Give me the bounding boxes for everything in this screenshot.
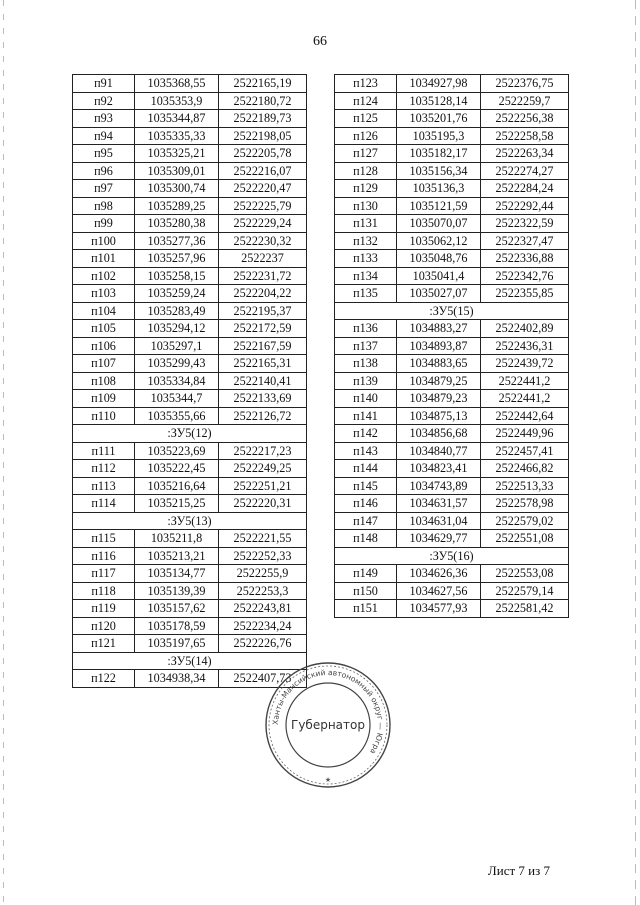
y-coordinate: 2522217,23 [219, 442, 307, 460]
table-row [73, 547, 307, 565]
point-label: п143 [335, 442, 397, 460]
x-coordinate: 1035215,25 [135, 495, 219, 513]
y-coordinate: 2522226,76 [219, 635, 307, 653]
point-label: п119 [73, 600, 135, 618]
coordinates-table-left-body [73, 75, 307, 688]
table-row [73, 582, 307, 600]
y-coordinate: 2522133,69 [219, 390, 307, 408]
table-row [335, 267, 569, 285]
point-label: п147 [335, 512, 397, 530]
x-coordinate: 1035156,34 [397, 162, 481, 180]
point-label: п131 [335, 215, 397, 233]
table-row [335, 407, 569, 425]
coordinates-table-right [334, 74, 569, 618]
table-row [335, 215, 569, 233]
table-row [73, 565, 307, 583]
point-label: п132 [335, 232, 397, 250]
point-label: п97 [73, 180, 135, 198]
y-coordinate: 2522259,7 [481, 92, 569, 110]
y-coordinate: 2522165,31 [219, 355, 307, 373]
y-coordinate: 2522551,08 [481, 530, 569, 548]
y-coordinate: 2522441,2 [481, 390, 569, 408]
x-coordinate: 1035182,17 [397, 145, 481, 163]
section-header-row [73, 512, 307, 530]
y-coordinate: 2522402,89 [481, 320, 569, 338]
y-coordinate: 2522205,78 [219, 145, 307, 163]
x-coordinate: 1035062,12 [397, 232, 481, 250]
table-row [73, 355, 307, 373]
y-coordinate: 2522292,44 [481, 197, 569, 215]
table-row [73, 442, 307, 460]
point-label: п101 [73, 250, 135, 268]
x-coordinate: 1035368,55 [135, 75, 219, 93]
y-coordinate: 2522457,41 [481, 442, 569, 460]
point-label: п114 [73, 495, 135, 513]
point-label: п115 [73, 530, 135, 548]
y-coordinate: 2522578,98 [481, 495, 569, 513]
scan-edge-left [3, 0, 4, 905]
y-coordinate: 2522251,21 [219, 477, 307, 495]
table-row [335, 495, 569, 513]
point-label: п96 [73, 162, 135, 180]
table-row [335, 600, 569, 618]
point-label: п93 [73, 110, 135, 128]
section-title: :ЗУ5(13) [73, 512, 307, 530]
x-coordinate: 1035197,65 [135, 635, 219, 653]
x-coordinate: 1035277,36 [135, 232, 219, 250]
x-coordinate: 1035157,62 [135, 600, 219, 618]
x-coordinate: 1035300,74 [135, 180, 219, 198]
table-row [335, 565, 569, 583]
table-row [73, 180, 307, 198]
y-coordinate: 2522126,72 [219, 407, 307, 425]
point-label: п98 [73, 197, 135, 215]
point-label: п99 [73, 215, 135, 233]
y-coordinate: 2522231,72 [219, 267, 307, 285]
y-coordinate: 2522258,58 [481, 127, 569, 145]
table-row [335, 197, 569, 215]
point-label: п151 [335, 600, 397, 618]
x-coordinate: 1034627,56 [397, 582, 481, 600]
table-row [73, 285, 307, 303]
y-coordinate: 2522407,73 [219, 670, 307, 688]
x-coordinate: 1035280,38 [135, 215, 219, 233]
x-coordinate: 1035121,59 [397, 197, 481, 215]
y-coordinate: 2522327,47 [481, 232, 569, 250]
y-coordinate: 2522513,33 [481, 477, 569, 495]
table-row [335, 582, 569, 600]
table-row [335, 250, 569, 268]
y-coordinate: 2522180,72 [219, 92, 307, 110]
y-coordinate: 2522237 [219, 250, 307, 268]
point-label: п139 [335, 372, 397, 390]
x-coordinate: 1035128,14 [397, 92, 481, 110]
y-coordinate: 2522579,14 [481, 582, 569, 600]
y-coordinate: 2522234,24 [219, 617, 307, 635]
table-row [73, 215, 307, 233]
y-coordinate: 2522466,82 [481, 460, 569, 478]
x-coordinate: 1035178,59 [135, 617, 219, 635]
x-coordinate: 1035195,3 [397, 127, 481, 145]
point-label: п123 [335, 75, 397, 93]
point-label: п94 [73, 127, 135, 145]
point-label: п121 [73, 635, 135, 653]
table-row [73, 92, 307, 110]
x-coordinate: 1035355,66 [135, 407, 219, 425]
point-label: п127 [335, 145, 397, 163]
x-coordinate: 1034875,13 [397, 407, 481, 425]
x-coordinate: 1035216,64 [135, 477, 219, 495]
point-label: п103 [73, 285, 135, 303]
x-coordinate: 1035041,4 [397, 267, 481, 285]
coordinates-table-left [72, 74, 307, 688]
point-label: п104 [73, 302, 135, 320]
sheet-label: Лист 7 из 7 [487, 863, 550, 878]
point-label: п135 [335, 285, 397, 303]
y-coordinate: 2522230,32 [219, 232, 307, 250]
point-label: п105 [73, 320, 135, 338]
point-label: п150 [335, 582, 397, 600]
seal-ring-text: Ханты-Мансийский автономный округ — Югра [270, 667, 386, 756]
x-coordinate: 1035134,77 [135, 565, 219, 583]
table-row [73, 250, 307, 268]
y-coordinate: 2522204,22 [219, 285, 307, 303]
y-coordinate: 2522220,31 [219, 495, 307, 513]
table-row [73, 530, 307, 548]
y-coordinate: 2522195,37 [219, 302, 307, 320]
table-row [73, 407, 307, 425]
table-row [73, 617, 307, 635]
point-label: п137 [335, 337, 397, 355]
y-coordinate: 2522229,24 [219, 215, 307, 233]
x-coordinate: 1034883,27 [397, 320, 481, 338]
y-coordinate: 2522449,96 [481, 425, 569, 443]
point-label: п133 [335, 250, 397, 268]
x-coordinate: 1035283,49 [135, 302, 219, 320]
table-row [73, 302, 307, 320]
seal-star-icon: ★ [324, 776, 332, 784]
point-label: п129 [335, 180, 397, 198]
x-coordinate: 1034879,23 [397, 390, 481, 408]
table-row [335, 477, 569, 495]
y-coordinate: 2522198,05 [219, 127, 307, 145]
x-coordinate: 1035223,69 [135, 442, 219, 460]
x-coordinate: 1035294,12 [135, 320, 219, 338]
table-row [335, 162, 569, 180]
scan-edge-right [635, 0, 636, 905]
point-label: п144 [335, 460, 397, 478]
table-row [335, 460, 569, 478]
y-coordinate: 2522220,47 [219, 180, 307, 198]
y-coordinate: 2522336,88 [481, 250, 569, 268]
y-coordinate: 2522355,85 [481, 285, 569, 303]
y-coordinate: 2522274,27 [481, 162, 569, 180]
table-row [335, 442, 569, 460]
y-coordinate: 2522167,59 [219, 337, 307, 355]
table-row [335, 285, 569, 303]
point-label: п130 [335, 197, 397, 215]
y-coordinate: 2522553,08 [481, 565, 569, 583]
y-coordinate: 2522140,41 [219, 372, 307, 390]
x-coordinate: 1034823,41 [397, 460, 481, 478]
x-coordinate: 1034883,65 [397, 355, 481, 373]
table-row [335, 232, 569, 250]
table-row [335, 180, 569, 198]
point-label: п92 [73, 92, 135, 110]
y-coordinate: 2522172,59 [219, 320, 307, 338]
section-header-row [335, 547, 569, 565]
table-row [73, 460, 307, 478]
y-coordinate: 2522225,79 [219, 197, 307, 215]
point-label: п146 [335, 495, 397, 513]
x-coordinate: 1034938,34 [135, 670, 219, 688]
y-coordinate: 2522579,02 [481, 512, 569, 530]
y-coordinate: 2522376,75 [481, 75, 569, 93]
point-label: п108 [73, 372, 135, 390]
x-coordinate: 1035299,43 [135, 355, 219, 373]
table-row [73, 267, 307, 285]
x-coordinate: 1035070,07 [397, 215, 481, 233]
x-coordinate: 1034631,04 [397, 512, 481, 530]
table-row [335, 75, 569, 93]
y-coordinate: 2522441,2 [481, 372, 569, 390]
x-coordinate: 1035139,39 [135, 582, 219, 600]
y-coordinate: 2522284,24 [481, 180, 569, 198]
table-row [335, 372, 569, 390]
y-coordinate: 2522165,19 [219, 75, 307, 93]
point-label: п136 [335, 320, 397, 338]
y-coordinate: 2522581,42 [481, 600, 569, 618]
table-row [73, 197, 307, 215]
x-coordinate: 1035222,45 [135, 460, 219, 478]
table-row [335, 337, 569, 355]
table-row [73, 232, 307, 250]
x-coordinate: 1035334,84 [135, 372, 219, 390]
point-label: п125 [335, 110, 397, 128]
seal-center-text: Губернатор [291, 718, 365, 732]
x-coordinate: 1034927,98 [397, 75, 481, 93]
table-row [73, 390, 307, 408]
x-coordinate: 1034879,25 [397, 372, 481, 390]
x-coordinate: 1035258,15 [135, 267, 219, 285]
table-row [73, 477, 307, 495]
y-coordinate: 2522263,34 [481, 145, 569, 163]
point-label: п145 [335, 477, 397, 495]
table-row [73, 600, 307, 618]
y-coordinate: 2522216,07 [219, 162, 307, 180]
y-coordinate: 2522252,33 [219, 547, 307, 565]
point-label: п128 [335, 162, 397, 180]
point-label: п118 [73, 582, 135, 600]
table-row [73, 127, 307, 145]
y-coordinate: 2522256,38 [481, 110, 569, 128]
y-coordinate: 2522253,3 [219, 582, 307, 600]
x-coordinate: 1034629,77 [397, 530, 481, 548]
coordinates-table-right-body [335, 75, 569, 618]
point-label: п124 [335, 92, 397, 110]
x-coordinate: 1035344,7 [135, 390, 219, 408]
x-coordinate: 1034631,57 [397, 495, 481, 513]
section-title: :ЗУ5(15) [335, 302, 569, 320]
x-coordinate: 1035213,21 [135, 547, 219, 565]
table-row [73, 162, 307, 180]
point-label: п91 [73, 75, 135, 93]
official-seal [263, 660, 393, 790]
point-label: п117 [73, 565, 135, 583]
point-label: п120 [73, 617, 135, 635]
section-title: :ЗУ5(12) [73, 425, 307, 443]
section-title: :ЗУ5(14) [73, 652, 307, 670]
table-row [335, 530, 569, 548]
table-row [73, 75, 307, 93]
x-coordinate: 1034840,77 [397, 442, 481, 460]
page-number: 66 [313, 34, 327, 49]
point-label: п116 [73, 547, 135, 565]
table-row [73, 110, 307, 128]
point-label: п111 [73, 442, 135, 460]
point-label: п113 [73, 477, 135, 495]
table-row [335, 425, 569, 443]
table-row [335, 92, 569, 110]
table-row [335, 355, 569, 373]
x-coordinate: 1035201,76 [397, 110, 481, 128]
table-row [73, 320, 307, 338]
table-row [335, 110, 569, 128]
point-label: п107 [73, 355, 135, 373]
table-row [73, 635, 307, 653]
x-coordinate: 1035353,9 [135, 92, 219, 110]
y-coordinate: 2522342,76 [481, 267, 569, 285]
y-coordinate: 2522439,72 [481, 355, 569, 373]
x-coordinate: 1035335,33 [135, 127, 219, 145]
x-coordinate: 1034626,36 [397, 565, 481, 583]
section-header-row [335, 302, 569, 320]
x-coordinate: 1034743,89 [397, 477, 481, 495]
x-coordinate: 1035136,3 [397, 180, 481, 198]
x-coordinate: 1035344,87 [135, 110, 219, 128]
x-coordinate: 1034893,87 [397, 337, 481, 355]
section-header-row [73, 425, 307, 443]
x-coordinate: 1034577,93 [397, 600, 481, 618]
x-coordinate: 1035259,24 [135, 285, 219, 303]
table-row [335, 127, 569, 145]
point-label: п109 [73, 390, 135, 408]
table-row [73, 495, 307, 513]
y-coordinate: 2522436,31 [481, 337, 569, 355]
point-label: п140 [335, 390, 397, 408]
y-coordinate: 2522189,73 [219, 110, 307, 128]
point-label: п149 [335, 565, 397, 583]
table-row [73, 372, 307, 390]
table-row [73, 145, 307, 163]
table-row [335, 390, 569, 408]
x-coordinate: 1035289,25 [135, 197, 219, 215]
x-coordinate: 1035309,01 [135, 162, 219, 180]
point-label: п141 [335, 407, 397, 425]
point-label: п148 [335, 530, 397, 548]
table-row [335, 512, 569, 530]
section-title: :ЗУ5(16) [335, 547, 569, 565]
y-coordinate: 2522322,59 [481, 215, 569, 233]
y-coordinate: 2522221,55 [219, 530, 307, 548]
x-coordinate: 1034856,68 [397, 425, 481, 443]
y-coordinate: 2522243,81 [219, 600, 307, 618]
point-label: п138 [335, 355, 397, 373]
x-coordinate: 1035048,76 [397, 250, 481, 268]
point-label: п126 [335, 127, 397, 145]
x-coordinate: 1035257,96 [135, 250, 219, 268]
y-coordinate: 2522442,64 [481, 407, 569, 425]
y-coordinate: 2522255,9 [219, 565, 307, 583]
table-row [335, 145, 569, 163]
point-label: п100 [73, 232, 135, 250]
table-row [335, 320, 569, 338]
x-coordinate: 1035027,07 [397, 285, 481, 303]
point-label: п134 [335, 267, 397, 285]
point-label: п102 [73, 267, 135, 285]
point-label: п122 [73, 670, 135, 688]
point-label: п95 [73, 145, 135, 163]
point-label: п142 [335, 425, 397, 443]
point-label: п112 [73, 460, 135, 478]
point-label: п110 [73, 407, 135, 425]
point-label: п106 [73, 337, 135, 355]
table-row [73, 337, 307, 355]
y-coordinate: 2522249,25 [219, 460, 307, 478]
x-coordinate: 1035211,8 [135, 530, 219, 548]
x-coordinate: 1035325,21 [135, 145, 219, 163]
x-coordinate: 1035297,1 [135, 337, 219, 355]
